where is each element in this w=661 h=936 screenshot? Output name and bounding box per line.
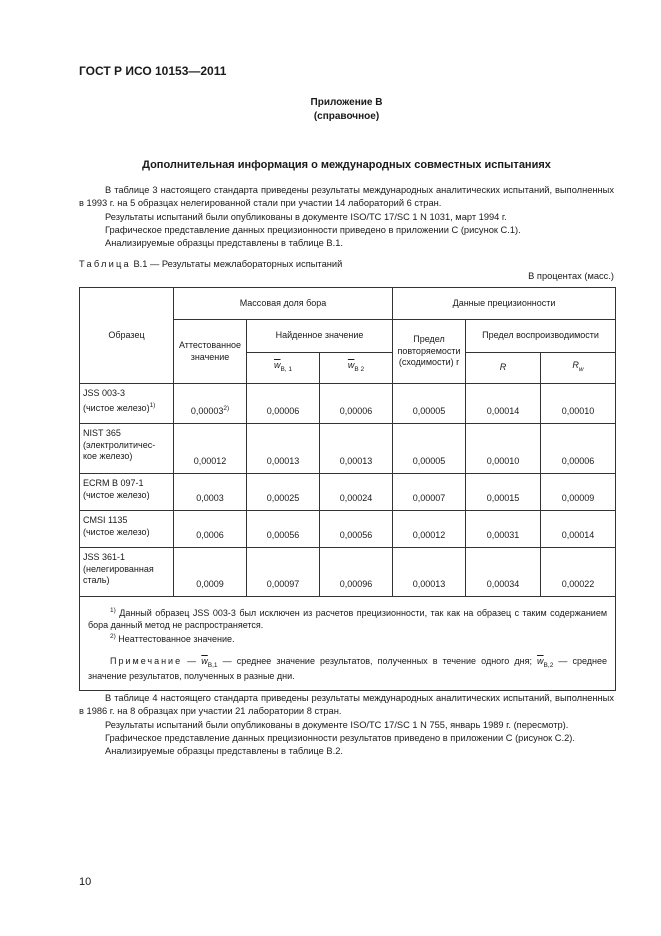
intro-paragraph: Анализируемые образцы представлены в таблице В.1.: [105, 238, 343, 249]
cell-r: 0,00007: [393, 474, 466, 511]
cell-r: 0,00005: [393, 384, 466, 424]
outro-paragraph: В таблице 4 настоящего стандарта приведены результаты международных аналитических испытаний, выполненных в 1986 г. на 8 образцах при участии 21 лаборатории 8 стран.: [79, 693, 614, 717]
cell-r: 0,00005: [393, 424, 466, 474]
table-row: [80, 424, 616, 474]
outro-paragraph: Анализируемые образцы представлены в таблице В.2.: [105, 746, 343, 757]
cell-certified: 0,0006: [174, 511, 247, 548]
header-mass-fraction: Массовая доля бора: [174, 288, 393, 320]
cell-R: 0,00010: [466, 424, 541, 474]
cell-w2: 0,00006: [320, 384, 393, 424]
cell-R: 0,00034: [466, 548, 541, 597]
cell-Rw: 0,00009: [541, 474, 616, 511]
cell-sample: NIST 365 (электролитичес- кое железо): [80, 424, 174, 474]
cell-R: 0,00031: [466, 511, 541, 548]
page-number: 10: [79, 876, 92, 888]
table-caption: [79, 259, 342, 269]
header-sample: Образец: [80, 288, 174, 384]
cell-certified: 0,0003: [174, 474, 247, 511]
cell-sample: CMSI 1135 (чистое железо): [80, 511, 174, 548]
outro-paragraph: Графическое представление данных прецизионности результатов приведено в приложении С (рисунок С.2).: [105, 732, 575, 743]
table-caption-text: — Результаты межлабораторных испытаний: [147, 259, 343, 269]
intro-paragraph: В таблице 3 настоящего стандарта приведены результаты международных аналитических испытаний, выполненных в 1993 г. на 5 образцах нелегированной стали при участии 14 лабораторий 6 стран.: [79, 185, 614, 209]
cell-w1: 0,00097: [247, 548, 320, 597]
section-title: Дополнительная информация о международных совместных испытаниях: [142, 159, 551, 171]
table-row: [80, 384, 616, 424]
cell-sample: JSS 361-1 (нелегированная сталь): [80, 548, 174, 597]
cell-R: 0,00015: [466, 474, 541, 511]
intro-paragraph: Результаты испытаний были опубликованы в документе ISO/TC 17/SC 1 N 1031, март 1994 г.: [105, 211, 507, 222]
cell-certified: 0,00012: [174, 424, 247, 474]
cell-sample: ECRM B 097-1 (чистое железо): [80, 474, 174, 511]
cell-w2: 0,00024: [320, 474, 393, 511]
cell-w2: 0,00096: [320, 548, 393, 597]
cell-w2: 0,00056: [320, 511, 393, 548]
header-precision: Данные прецизионности: [393, 288, 616, 320]
header-reproducibility: Предел воспроизводимости: [466, 320, 616, 353]
header-repeatability: Предел повторяемости (сходимости) r: [393, 320, 466, 384]
cell-w1: 0,00056: [247, 511, 320, 548]
header-R: R: [466, 353, 541, 384]
cell-w2: 0,00013: [320, 424, 393, 474]
table-footnotes: [80, 597, 616, 691]
units-label: В процентах (масс.): [528, 271, 614, 281]
intro-paragraph: Графическое представление данных прецизионности приведено в приложении С (рисунок С.1).: [105, 224, 521, 235]
cell-sample: JSS 003-3 (чистое железо)$^{1)}$: [80, 384, 174, 424]
outro-text: [79, 692, 614, 758]
document-header: ГОСТ Р ИСО 10153—2011: [79, 64, 227, 78]
footnote-1: $^{1)}$ Данный образец JSS 003-3 был исключен из расчетов прецизионности, так как на образец с таким содержанием бора данный метод не распространяется.: [88, 607, 608, 630]
table-caption-prefix: Таблица: [79, 259, 131, 269]
header-Rw: $R_w$: [541, 353, 616, 384]
cell-Rw: 0,00010: [541, 384, 616, 424]
header-w-b2: $\overline{w}_{B 2}$: [320, 353, 393, 384]
cell-Rw: 0,00014: [541, 511, 616, 548]
footnote-2: $^{2)}$ Неаттестованное значение.: [110, 633, 235, 644]
header-w-b1: $\overline{w}_{B, 1}$: [247, 353, 320, 384]
cell-Rw: 0,00006: [541, 424, 616, 474]
table-row: [80, 474, 616, 511]
appendix-title: Приложение В: [310, 97, 383, 108]
cell-Rw: 0,00022: [541, 548, 616, 597]
results-table: [79, 287, 616, 691]
intro-text: [79, 184, 614, 250]
cell-r: 0,00013: [393, 548, 466, 597]
cell-w1: 0,00013: [247, 424, 320, 474]
cell-r: 0,00012: [393, 511, 466, 548]
cell-certified: 0,00003$^{2)}$: [174, 384, 247, 424]
cell-R: 0,00014: [466, 384, 541, 424]
appendix-subtitle: (справочное): [313, 111, 380, 122]
outro-paragraph: Результаты испытаний были опубликованы в документе ISO/TC 17/SC 1 N 755, январь 1989 г. (пересмотр).: [105, 719, 569, 730]
cell-w1: 0,00006: [247, 384, 320, 424]
table-row: [80, 548, 616, 597]
table-caption-number: В.1: [133, 259, 148, 269]
header-certified: Аттестованное значение: [174, 320, 247, 384]
cell-certified: 0,0009: [174, 548, 247, 597]
table-note: Примечание — $\overline{w}_{B,1}$ — среднее значение результатов, полученных в течение одного дня; $\overline{w}_{B,2}$ — среднее значение результатов, полученных в разные дни.: [88, 655, 608, 681]
header-found: Найденное значение: [247, 320, 393, 353]
cell-w1: 0,00025: [247, 474, 320, 511]
table-row: [80, 511, 616, 548]
